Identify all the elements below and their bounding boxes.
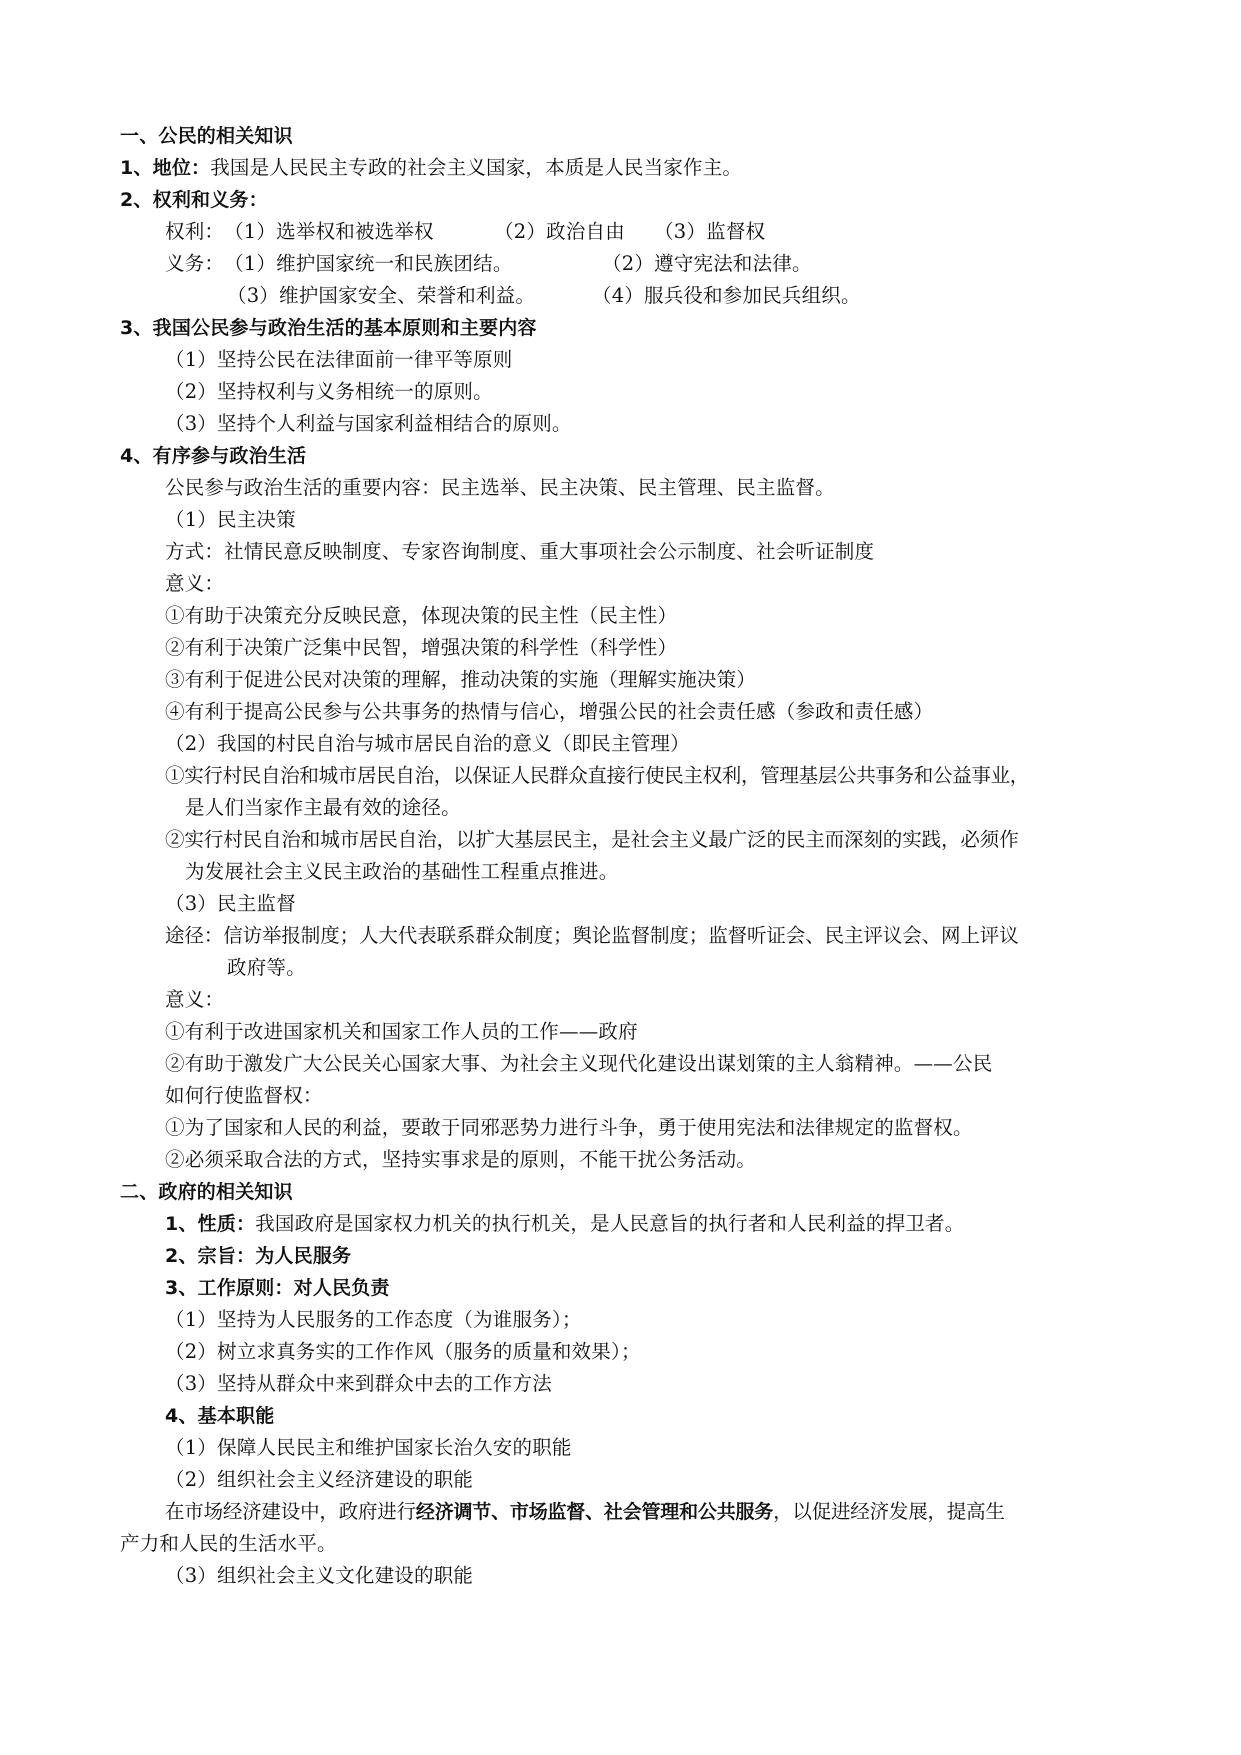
duty-item: （3）维护国家安全、荣誉和利益。	[227, 284, 536, 307]
supervision-meaning-item: ②有助于激发广大公民关心国家大事、为社会主义现代化建设出谋划策的主人翁精神。——公民	[165, 1052, 993, 1075]
democratic-supervision-title: （3）民主监督	[165, 892, 296, 915]
economy-paragraph-cont: 产力和人民的生活水平。	[120, 1532, 337, 1555]
rights-line	[165, 216, 765, 248]
participation-content: 公民参与政治生活的重要内容：民主选举、民主决策、民主管理、民主监督。	[165, 476, 835, 499]
economy-text-post: ，以促进经济发展，提高生	[773, 1500, 1005, 1523]
principle-item: （2）坚持权利与义务相统一的原则。	[165, 380, 493, 403]
self-government-title: （2）我国的村民自治与城市居民自治的意义（即民主管理）	[165, 732, 690, 755]
how-to-supervise-item: ②必须采取合法的方式，坚持实事求是的原则，不能干扰公务活动。	[165, 1148, 757, 1171]
supervision-ways-cont: 政府等。	[227, 956, 306, 979]
function-item: （1）保障人民民主和维护国家长治久安的职能	[165, 1436, 572, 1459]
principle-item: （1）坚持公民在法律面前一律平等原则	[165, 348, 513, 371]
decision-ways: 方式：社情民意反映制度、专家咨询制度、重大事项社会公示制度、社会听证制度	[165, 540, 875, 563]
economy-text-bold: 经济调节、市场监督、社会管理和公共服务	[415, 1501, 774, 1523]
supervision-ways: 途径：信访举报制度；人大代表联系群众制度；舆论监督制度；监督听证会、民主评议会、网上评议	[165, 924, 1019, 947]
supervision-meaning-item: ①有利于改进国家机关和国家工作人员的工作——政府	[165, 1020, 638, 1043]
work-principle-item: （1）坚持为人民服务的工作态度（为谁服务）；	[165, 1308, 582, 1331]
decision-meaning-item: ②有利于决策广泛集中民智，增强决策的科学性（科学性）	[165, 636, 678, 659]
self-government-item-2-cont: 为发展社会主义民主政治的基础性工程重点推进。	[185, 860, 619, 883]
basic-functions-title: 4、基本职能	[165, 1405, 275, 1427]
position-text: 我国是人民民主专政的社会主义国家，本质是人民当家作主。	[210, 156, 743, 179]
government-nature-label: 1、性质：	[165, 1213, 256, 1235]
economy-paragraph	[165, 1496, 1005, 1528]
right-item: （1）选举权和被选举权	[224, 220, 434, 243]
section-2-title: 二、政府的相关知识	[120, 1181, 293, 1203]
self-government-item-2: ②实行村民自治和城市居民自治，以扩大基层民主，是社会主义最广泛的民主而深刻的实践，必须作	[165, 828, 1019, 851]
orderly-participation-heading: 4、有序参与政治生活	[120, 445, 307, 467]
how-to-supervise-item: ①为了国家和人民的利益，要敢于同邪恶势力进行斗争，勇于使用宪法和法律规定的监督权。	[165, 1116, 973, 1139]
self-government-item-1-cont: 是人们当家作主最有效的途径。	[185, 796, 461, 819]
duty-item: （2）遵守宪法和法律。	[602, 252, 812, 275]
right-item: （3）监督权	[654, 220, 766, 243]
position-line	[120, 152, 742, 184]
position-label: 1、地位：	[120, 157, 211, 179]
supervision-meaning-label: 意义：	[165, 988, 225, 1011]
government-work-principle: 3、工作原则：对人民负责	[165, 1277, 390, 1299]
how-to-supervise-label: 如何行使监督权：	[165, 1084, 323, 1107]
self-government-item-1: ①实行村民自治和城市居民自治，以保证人民群众直接行使民主权利，管理基层公共事务和公益事业，	[165, 764, 1030, 787]
duties-line-1	[165, 248, 812, 280]
decision-meaning-item: ③有利于促进公民对决策的理解，推动决策的实施（理解实施决策）	[165, 668, 757, 691]
function-item: （3）组织社会主义文化建设的职能	[165, 1564, 474, 1587]
decision-meaning-label: 意义：	[165, 572, 225, 595]
government-nature-line	[165, 1208, 964, 1240]
economy-text-pre: 在市场经济建设中，政府进行	[165, 1500, 416, 1523]
section-1-title: 一、公民的相关知识	[120, 125, 293, 147]
duties-line-2	[227, 280, 861, 312]
rights-label: 权利：	[165, 220, 225, 243]
principle-item: （3）坚持个人利益与国家利益相结合的原则。	[165, 412, 572, 435]
democratic-decision-title: （1）民主决策	[165, 508, 296, 531]
work-principle-item: （3）坚持从群众中来到群众中去的工作方法	[165, 1372, 552, 1395]
duty-item: （1）维护国家统一和民族团结。	[224, 252, 513, 275]
duty-item: （4）服兵役和参加民兵组织。	[592, 284, 861, 307]
government-purpose: 2、宗旨：为人民服务	[165, 1245, 352, 1267]
function-item: （2）组织社会主义经济建设的职能	[165, 1468, 474, 1491]
work-principle-item: （2）树立求真务实的工作作风（服务的质量和效果）；	[165, 1340, 641, 1363]
government-nature-text: 我国政府是国家权力机关的执行机关，是人民意旨的执行者和人民利益的捍卫者。	[255, 1212, 965, 1235]
right-item: （2）政治自由	[494, 220, 625, 243]
principles-heading: 3、我国公民参与政治生活的基本原则和主要内容	[120, 317, 537, 339]
rights-duties-heading: 2、权利和义务：	[120, 189, 268, 211]
decision-meaning-item: ①有助于决策充分反映民意，体现决策的民主性（民主性）	[165, 604, 678, 627]
decision-meaning-item: ④有利于提高公民参与公共事务的热情与信心，增强公民的社会责任感（参政和责任感）	[165, 700, 934, 723]
duties-label: 义务：	[165, 252, 225, 275]
